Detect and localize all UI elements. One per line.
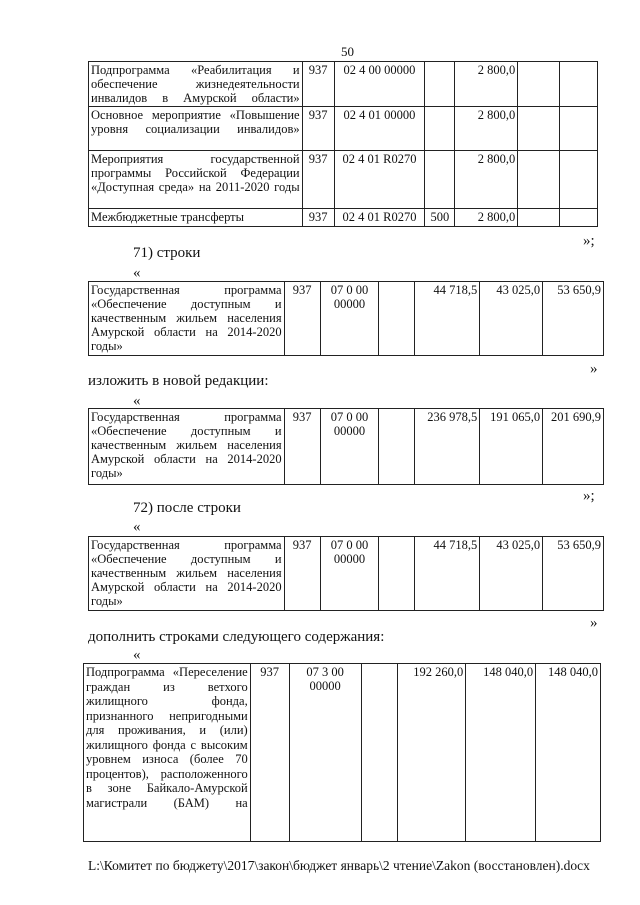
- row-sum-3: 148 040,0: [536, 664, 601, 842]
- table-row: [89, 107, 598, 151]
- row-sum-3: 53 650,9: [543, 537, 604, 611]
- row-vr: 500: [425, 209, 455, 227]
- row-sum-2: 43 025,0: [480, 282, 543, 356]
- row-sum-3: 201 690,9: [543, 409, 604, 485]
- row-name: Подпрограмма «Переселение граждан из ветхого жилищного фонда, признанного непригодными для проживания, и (или) жилищного фонда с высоким уровнем износа (более 70 процентов), расположенного в зоне Байкало-Амурской магистрали (БАМ) на: [84, 664, 251, 842]
- opening-quote: «: [133, 647, 141, 663]
- row-csr: 07 0 00 00000: [320, 537, 379, 611]
- row-sum-1: 2 800,0: [455, 209, 518, 227]
- row-code: 937: [302, 151, 334, 209]
- table-row: [89, 151, 598, 209]
- row-sum-1: 192 260,0: [398, 664, 466, 842]
- row-vr: [361, 664, 398, 842]
- row-code: 937: [250, 664, 289, 842]
- row-sum-1: 44 718,5: [415, 537, 480, 611]
- table-row: [89, 409, 604, 485]
- row-sum-2: 43 025,0: [480, 537, 543, 611]
- row-csr: 02 4 01 R0270: [334, 209, 425, 227]
- row-vr: [425, 107, 455, 151]
- opening-quote: «: [133, 393, 141, 409]
- row-csr: 07 3 00 00000: [289, 664, 361, 842]
- table-row: [89, 62, 598, 107]
- row-vr: [379, 282, 415, 356]
- row-csr: 02 4 01 R0270: [334, 151, 425, 209]
- instruction-text: дополнить строками следующего содержания:: [88, 629, 385, 645]
- row-csr: 07 0 00 00000: [320, 282, 379, 356]
- table-row: [89, 537, 604, 611]
- row-code: 937: [284, 409, 320, 485]
- row-vr: [379, 409, 415, 485]
- row-sum-3: [560, 209, 598, 227]
- row-sum-2: 191 065,0: [480, 409, 543, 485]
- row-vr: [379, 537, 415, 611]
- opening-quote: «: [133, 265, 141, 281]
- row-vr: [425, 151, 455, 209]
- row-code: 937: [302, 209, 334, 227]
- row-name: Государственная программа «Обеспечение доступным и качественным жильем населения Амурской области на 2014-2020 годы»: [89, 409, 285, 485]
- row-sum-1: 236 978,5: [415, 409, 480, 485]
- table-row: [84, 664, 601, 842]
- row-sum-3: [560, 107, 598, 151]
- row-sum-1: 2 800,0: [455, 151, 518, 209]
- row-sum-3: 53 650,9: [543, 282, 604, 356]
- row-code: 937: [302, 107, 334, 151]
- row-sum-2: [518, 107, 560, 151]
- table-subprogram-added: [83, 663, 601, 842]
- row-name: Государственная программа «Обеспечение доступным и качественным жильем населения Амурской области на 2014-2020 годы»: [89, 537, 285, 611]
- footer-file-path: L:\Комитет по бюджету\2017\закон\бюджет январь\2 чтение\Zakon (восстановлен).docx: [88, 858, 590, 873]
- table-program-after: [88, 536, 604, 611]
- page-number: 50: [341, 44, 354, 59]
- row-csr: 07 0 00 00000: [320, 409, 379, 485]
- row-name: Подпрограмма «Реабилитация и обеспечение жизнедеятельности инвалидов в Амурской области»: [89, 62, 303, 107]
- table-budget-rows: [88, 61, 598, 227]
- item-71-heading: 71) строки: [133, 245, 201, 261]
- table-row: [89, 282, 604, 356]
- row-code: 937: [284, 282, 320, 356]
- row-sum-1: 2 800,0: [455, 62, 518, 107]
- table-row: [89, 209, 598, 227]
- row-name: Государственная программа «Обеспечение доступным и качественным жильем населения Амурской области на 2014-2020 годы»: [89, 282, 285, 356]
- item-72-heading: 72) после строки: [133, 500, 241, 516]
- table-program-old: [88, 281, 604, 356]
- row-csr: 02 4 01 00000: [334, 107, 425, 151]
- row-sum-3: [560, 151, 598, 209]
- row-sum-1: 44 718,5: [415, 282, 480, 356]
- instruction-text: изложить в новой редакции:: [88, 373, 269, 389]
- row-code: 937: [302, 62, 334, 107]
- row-code: 937: [284, 537, 320, 611]
- row-sum-1: 2 800,0: [455, 107, 518, 151]
- row-sum-2: 148 040,0: [466, 664, 536, 842]
- closing-quote: »;: [583, 233, 595, 249]
- row-vr: [425, 62, 455, 107]
- opening-quote: «: [133, 519, 141, 535]
- closing-quote: »: [590, 361, 598, 377]
- row-sum-3: [560, 62, 598, 107]
- closing-quote: »;: [583, 488, 595, 504]
- closing-quote: »: [590, 615, 598, 631]
- row-sum-2: [518, 62, 560, 107]
- row-sum-2: [518, 209, 560, 227]
- table-program-new: [88, 408, 604, 485]
- row-csr: 02 4 00 00000: [334, 62, 425, 107]
- row-name: Основное мероприятие «Повышение уровня социализации инвалидов»: [89, 107, 303, 151]
- row-name: Мероприятия государственной программы Российской Федерации «Доступная среда» на 2011-2020 годы: [89, 151, 303, 209]
- row-name: Межбюджетные трансферты: [89, 209, 303, 227]
- row-sum-2: [518, 151, 560, 209]
